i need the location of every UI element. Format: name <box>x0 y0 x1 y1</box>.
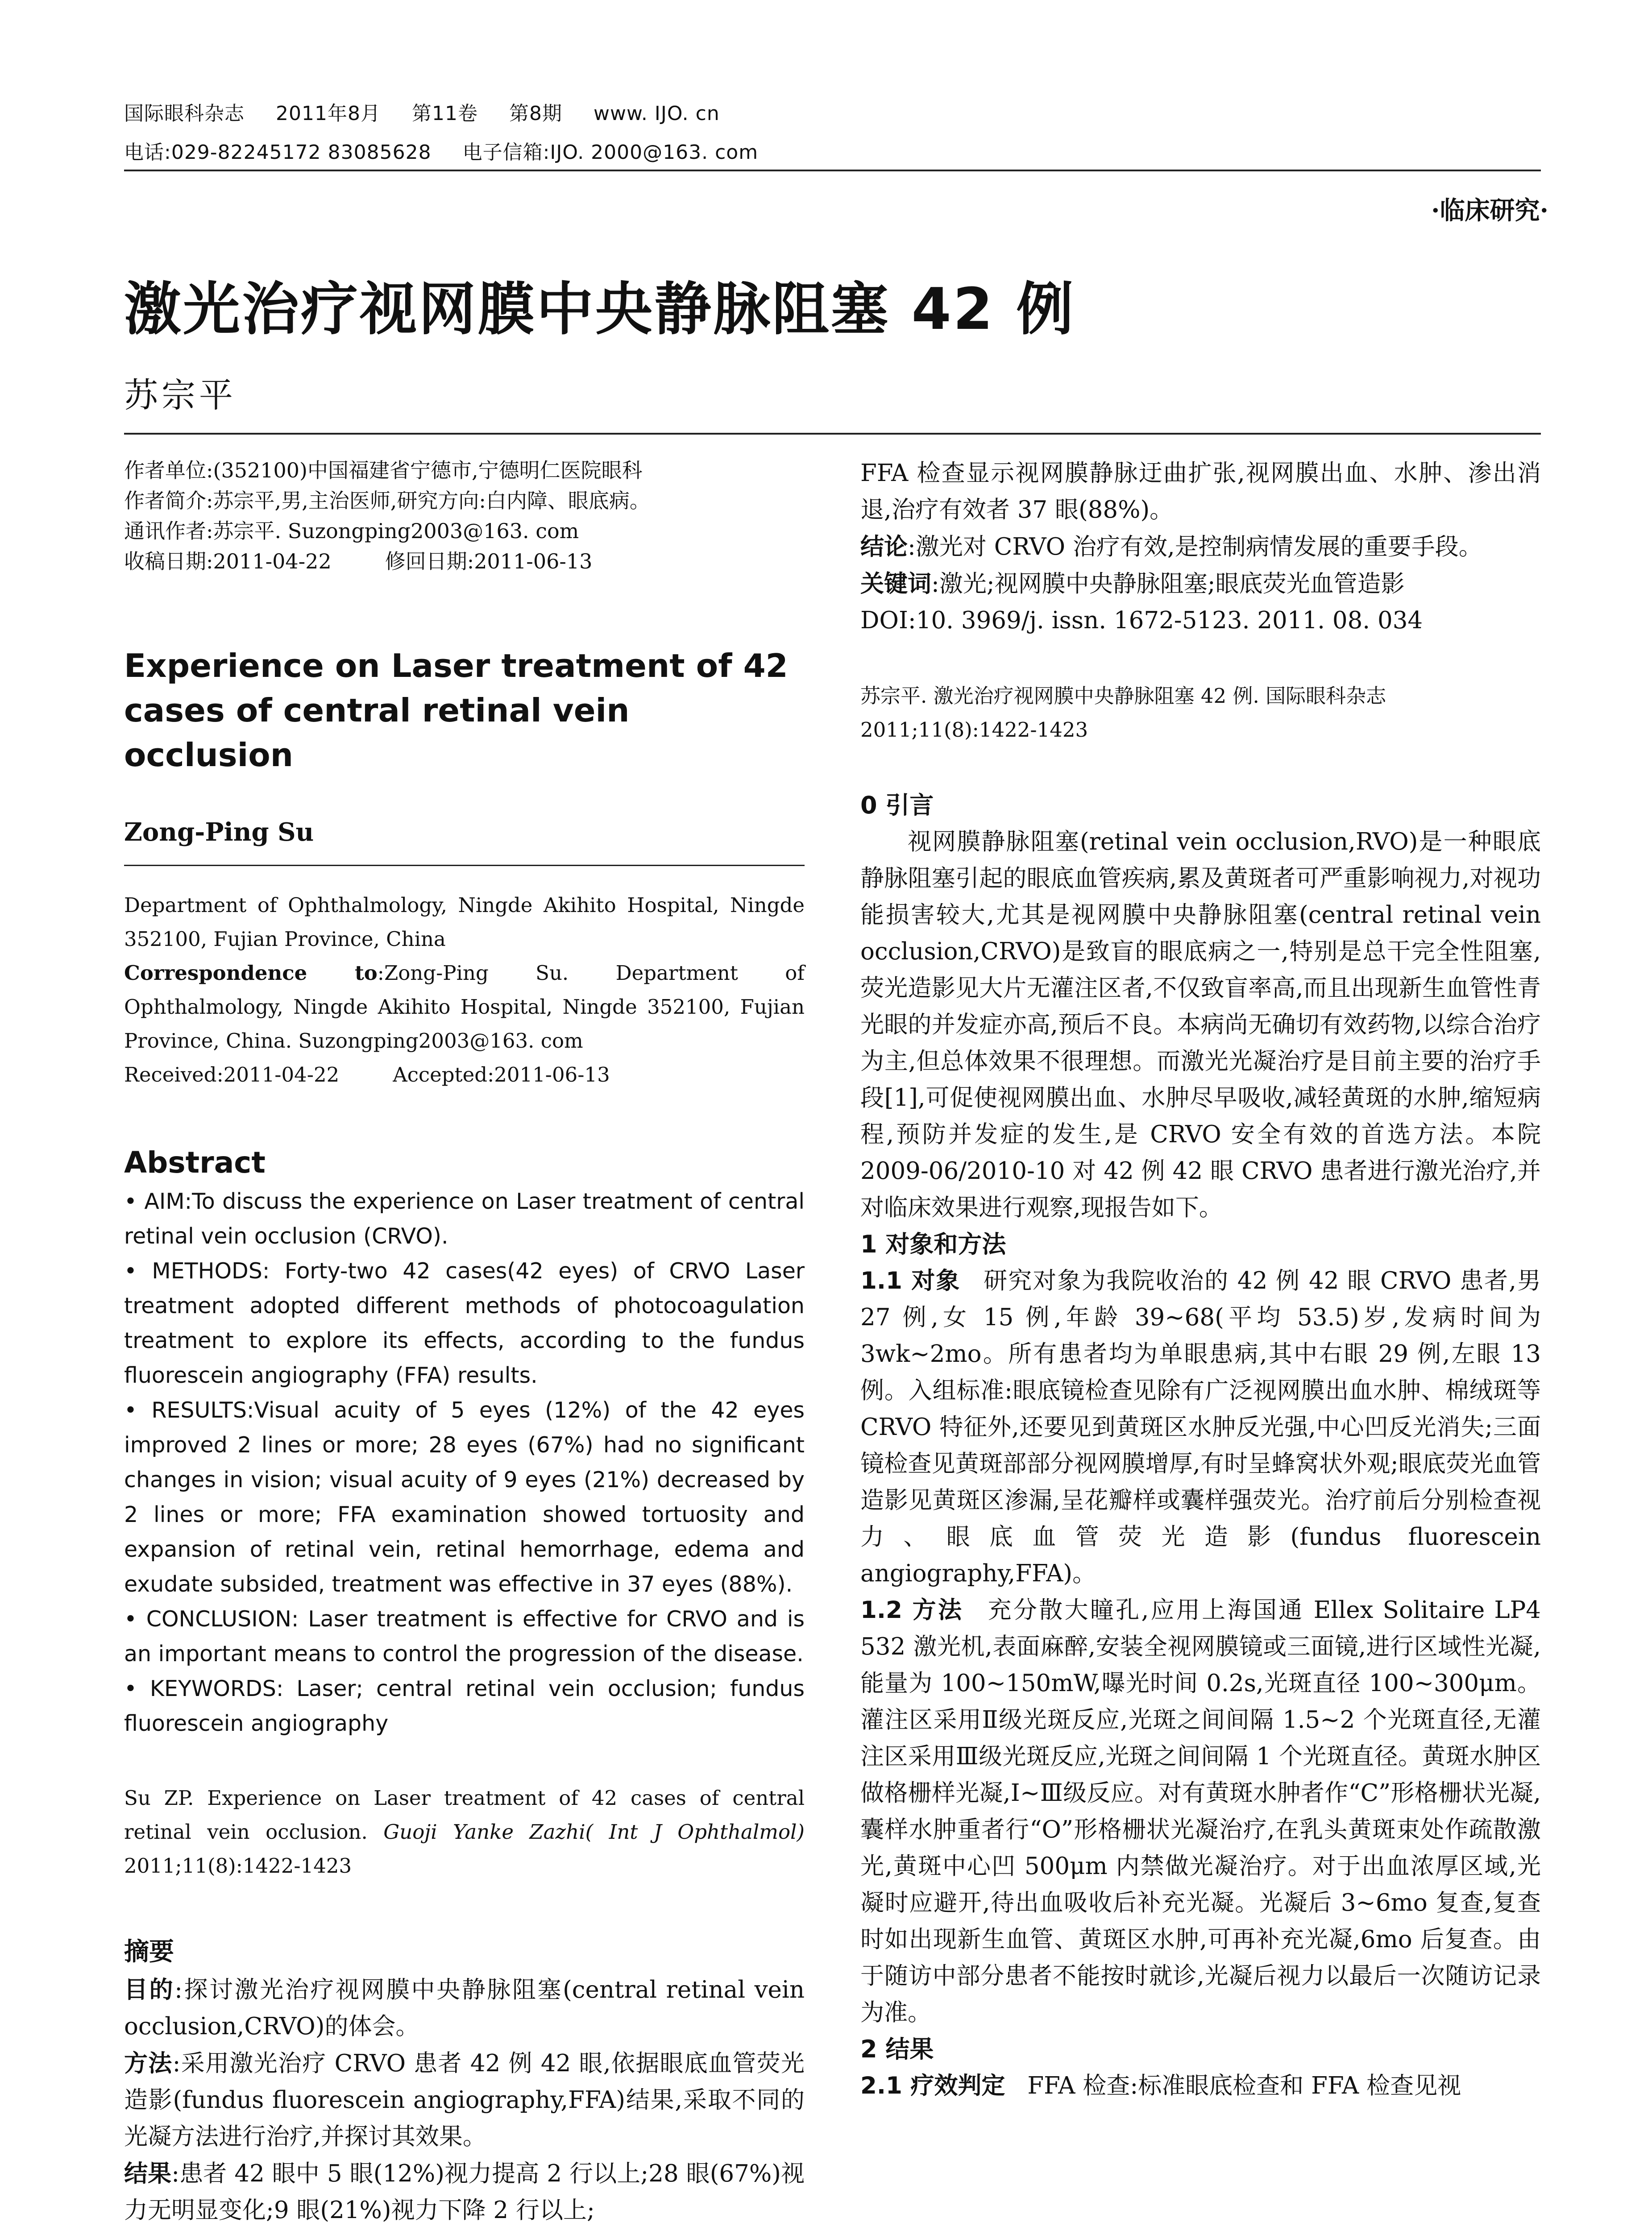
citation-part-b: 2011;11(8):1422-1423 <box>124 1854 352 1878</box>
author-separator <box>124 865 805 866</box>
english-citation <box>124 1781 805 1883</box>
zh-abstract-heading: 摘要 <box>124 1937 174 1966</box>
zh-methods-text: :采用激光治疗 CRVO 患者 42 例 42 眼,依据眼底血管荧光造影(fundus fluorescein angiography,FFA)结果,采取不同的光凝方法进行治疗,并探讨其效果。 <box>124 2050 805 2150</box>
zh-conclusion <box>860 528 1541 565</box>
zh-keywords-label: 关键词 <box>860 570 931 597</box>
citation-journal: Guoji Yanke Zazhi( Int J Ophthalmol) <box>383 1820 805 1844</box>
section-tag: ·临床研究· <box>1431 196 1548 225</box>
zh-results <box>124 2155 805 2229</box>
citation-part-a: Su ZP. Experience on Laser treatment of 42 cases of central retinal vein occlusion. <box>124 1786 805 1844</box>
correspondence-label: Correspondence to <box>124 961 378 985</box>
dates-en <box>124 1058 805 1092</box>
zh-keywords <box>860 565 1541 602</box>
section-2-1-text: FFA 检查:标准眼底检查和 FFA 检查见视 <box>1027 2072 1461 2099</box>
correspondence-text: :Zong-Ping Su. Department of Ophthalmology, Ningde Akihito Hospital, Ningde 352100, Fujian Province, China. Suzongping2003@163. com <box>124 961 805 1053</box>
author-meta <box>124 455 805 576</box>
section-1-2-label: 1.2 方法 <box>860 1597 964 1624</box>
section-2-1-label: 2.1 疗效判定 <box>860 2072 1005 2099</box>
revised-cn: 修回日期:2011-06-13 <box>385 549 593 573</box>
zh-aim <box>124 1971 805 2045</box>
section-1-2-text: 充分散大瞳孔,应用上海国通 Ellex Solitaire LP4 532 激光机,表面麻醉,安装全视网膜镜或三面镜,进行区域性光凝,能量为 100~150mW,曝光时间 0.2s,光斑直径 100~300μm。灌注区采用Ⅱ级光斑反应,光斑之间间隔 1.5~2 个光斑直径,无灌注区采用Ⅲ级光斑反应,光斑之间间隔 1 个光斑直径。黄斑水肿区做格栅样光凝,Ⅰ~Ⅲ级反应。对有黄斑水肿者作“C”形格栅状光凝,囊样水肿重者行“O”形格栅状光凝治疗,在乳头黄斑束处作疏散激光,黄斑中心凹 500μm 内禁做光凝治疗。对于出血浓厚区域,光凝时应避开,待出血吸收后补充光凝。光凝后 3~6mo 复查,复查时如出现新生血管、黄斑区水肿,可再补充光凝,6mo 后复查。由于随访中部分患者不能按时就诊,光凝后视力以最后一次随访记录为准。 <box>860 1597 1541 2026</box>
doi: DOI:10. 3969/j. issn. 1672-5123. 2011. 08. 034 <box>860 607 1423 634</box>
volume: 第11卷 <box>411 102 478 125</box>
header-rule <box>124 170 1541 171</box>
zh-results-text: :患者 42 眼中 5 眼(12%)视力提高 2 行以上;28 眼(67%)视力无明显变化;9 眼(21%)视力下降 2 行以上; <box>124 2160 805 2224</box>
email: 电子信箱:IJO. 2000@163. com <box>462 141 759 164</box>
issue: 第8期 <box>509 102 562 125</box>
english-title: Experience on Laser treatment of 42 cases of central retinal vein occlusion <box>124 647 788 774</box>
english-author: Zong-Ping Su <box>124 817 314 847</box>
abstract-aim: • AIM:To discuss the experience on Laser treatment of central retinal vein occlusion (CRVO). <box>124 1189 805 1249</box>
section-1-1-text: 研究对象为我院收治的 42 例 42 眼 CRVO 患者,男 27 例,女 15 例,年龄 39~68(平均 53.5)岁,发病时间为 3wk~2mo。所有患者均为单眼患病,其中右眼 29 例,左眼 13 例。入组标准:眼底镜检查见除有广泛视网膜出血水肿、棉绒斑等 CRVO 特征外,还要见到黄斑区水肿反光强,中心凹反光消失;三面镜检查见黄斑部部分视网膜增厚,有时呈蜂窝状外观;眼底荧光血管造影见黄斑区渗漏,呈花瓣样或囊样强荧光。治疗前后分别检查视力、眼底血管荧光造影(fundus fluorescein angiography,FFA)。 <box>860 1267 1541 1587</box>
zh-citation: 苏宗平. 激光治疗视网膜中央静脉阻塞 42 例. 国际眼科杂志 2011;11(8):1422-1423 <box>860 684 1386 742</box>
journal-name: 国际眼科杂志 <box>124 102 245 125</box>
zh-aim-label: 目的 <box>124 1976 175 2003</box>
phone: 电话:029-82245172 83085628 <box>124 141 432 164</box>
section-2-1 <box>860 2068 1541 2104</box>
department: Department of Ophthalmology, Ningde Akihito Hospital, Ningde 352100, Fujian Province, China <box>124 893 805 951</box>
received-en: Received:2011-04-22 <box>124 1063 340 1086</box>
section-1-2 <box>860 1592 1541 2031</box>
zh-keywords-text: :激光;视网膜中央静脉阻塞;眼底荧光血管造影 <box>931 570 1405 597</box>
accepted-en: Accepted:2011-06-13 <box>393 1063 610 1086</box>
title-rule <box>124 433 1541 435</box>
abstract-heading: Abstract <box>124 1145 266 1180</box>
left-column <box>124 455 805 2229</box>
english-affiliation <box>124 888 805 1092</box>
section-1-heading: 1 对象和方法 <box>860 1230 1006 1258</box>
zh-conclusion-label: 结论 <box>860 533 908 560</box>
affiliation-cn: 作者单位:(352100)中国福建省宁德市,宁德明仁医院眼科 <box>124 458 643 482</box>
zh-results-continued: FFA 检查显示视网膜静脉迂曲扩张,视网膜出血、水肿、渗出消退,治疗有效者 37 眼(88%)。 <box>860 460 1541 523</box>
section-1-1 <box>860 1263 1541 1592</box>
received-cn: 收稿日期:2011-04-22 <box>124 549 332 573</box>
section-0-heading: 0 引言 <box>860 791 934 819</box>
zh-aim-text: :探讨激光治疗视网膜中央静脉阻塞(central retinal vein occlusion,CRVO)的体会。 <box>124 1976 805 2040</box>
section-2-heading: 2 结果 <box>860 2035 934 2063</box>
issue-date: 2011年8月 <box>276 102 381 125</box>
journal-header-line1 <box>124 97 751 126</box>
website: www. IJO. cn <box>593 102 720 125</box>
zh-conclusion-text: :激光对 CRVO 治疗有效,是控制病情发展的重要手段。 <box>908 533 1482 560</box>
abstract-conclusion: • CONCLUSION: Laser treatment is effective for CRVO and is an important means to control the progression of the disease. <box>124 1606 805 1667</box>
article-title: 激光治疗视网膜中央静脉阻塞 42 例 <box>124 276 1075 343</box>
author-bio: 作者简介:苏宗平,男,主治医师,研究方向:白内障、眼底病。 <box>124 489 650 513</box>
journal-header-line2 <box>124 136 789 165</box>
abstract-keywords: • KEYWORDS: Laser; central retinal vein occlusion; fundus fluorescein angiography <box>124 1676 805 1736</box>
correspondence-en <box>124 956 805 1058</box>
zh-methods-label: 方法 <box>124 2049 173 2077</box>
section-0-paragraph: 视网膜静脉阻塞(retinal vein occlusion,RVO)是一种眼底静脉阻塞引起的眼底血管疾病,累及黄斑者可严重影响视力,对视功能损害较大,尤其是视网膜中央静脉阻塞(central retinal vein occlusion,CRVO)是致盲的眼底病之一,特别是总干完全性阻塞,荧光造影见大片无灌注区者,不仅致盲率高,而且出现新生血管性青光眼的并发症亦高,预后不良。本病尚无确切有效药物,以综合治疗为主,但总体效果不很理想。而激光光凝治疗是目前主要的治疗手段[1],可促使视网膜出血、水肿尽早吸收,减轻黄斑的水肿,缩短病程,预防并发症的发生,是 CRVO 安全有效的首选方法。本院 2009-06/2010-10 对 42 例 42 眼 CRVO 患者进行激光治疗,并对临床效果进行观察,现报告如下。 <box>860 828 1541 1221</box>
author-name-cn: 苏宗平 <box>124 375 237 415</box>
zh-methods <box>124 2045 805 2155</box>
right-column <box>860 455 1541 2104</box>
dates-cn <box>124 546 805 576</box>
zh-results-label: 结果 <box>124 2160 172 2187</box>
abstract-methods: • METHODS: Forty-two 42 cases(42 eyes) of CRVO Laser treatment adopted different methods of photocoagulation treatment to explore its effects, according to the fundus fluorescein angiography (FFA) results. <box>124 1258 805 1388</box>
abstract-results: • RESULTS:Visual acuity of 5 eyes (12%) of the 42 eyes improved 2 lines or more; 28 eyes (67%) had no significant changes in vision; visual acuity of 9 eyes (21%) decreased by 2 lines or more; FFA examination showed tortuosity and expansion of retinal vein, retinal hemorrhage, edema and exudate subsided, treatment was effective in 37 eyes (88%). <box>124 1397 805 1597</box>
correspondence-cn: 通讯作者:苏宗平. Suzongping2003@163. com <box>124 519 579 543</box>
section-1-1-label: 1.1 对象 <box>860 1267 961 1294</box>
